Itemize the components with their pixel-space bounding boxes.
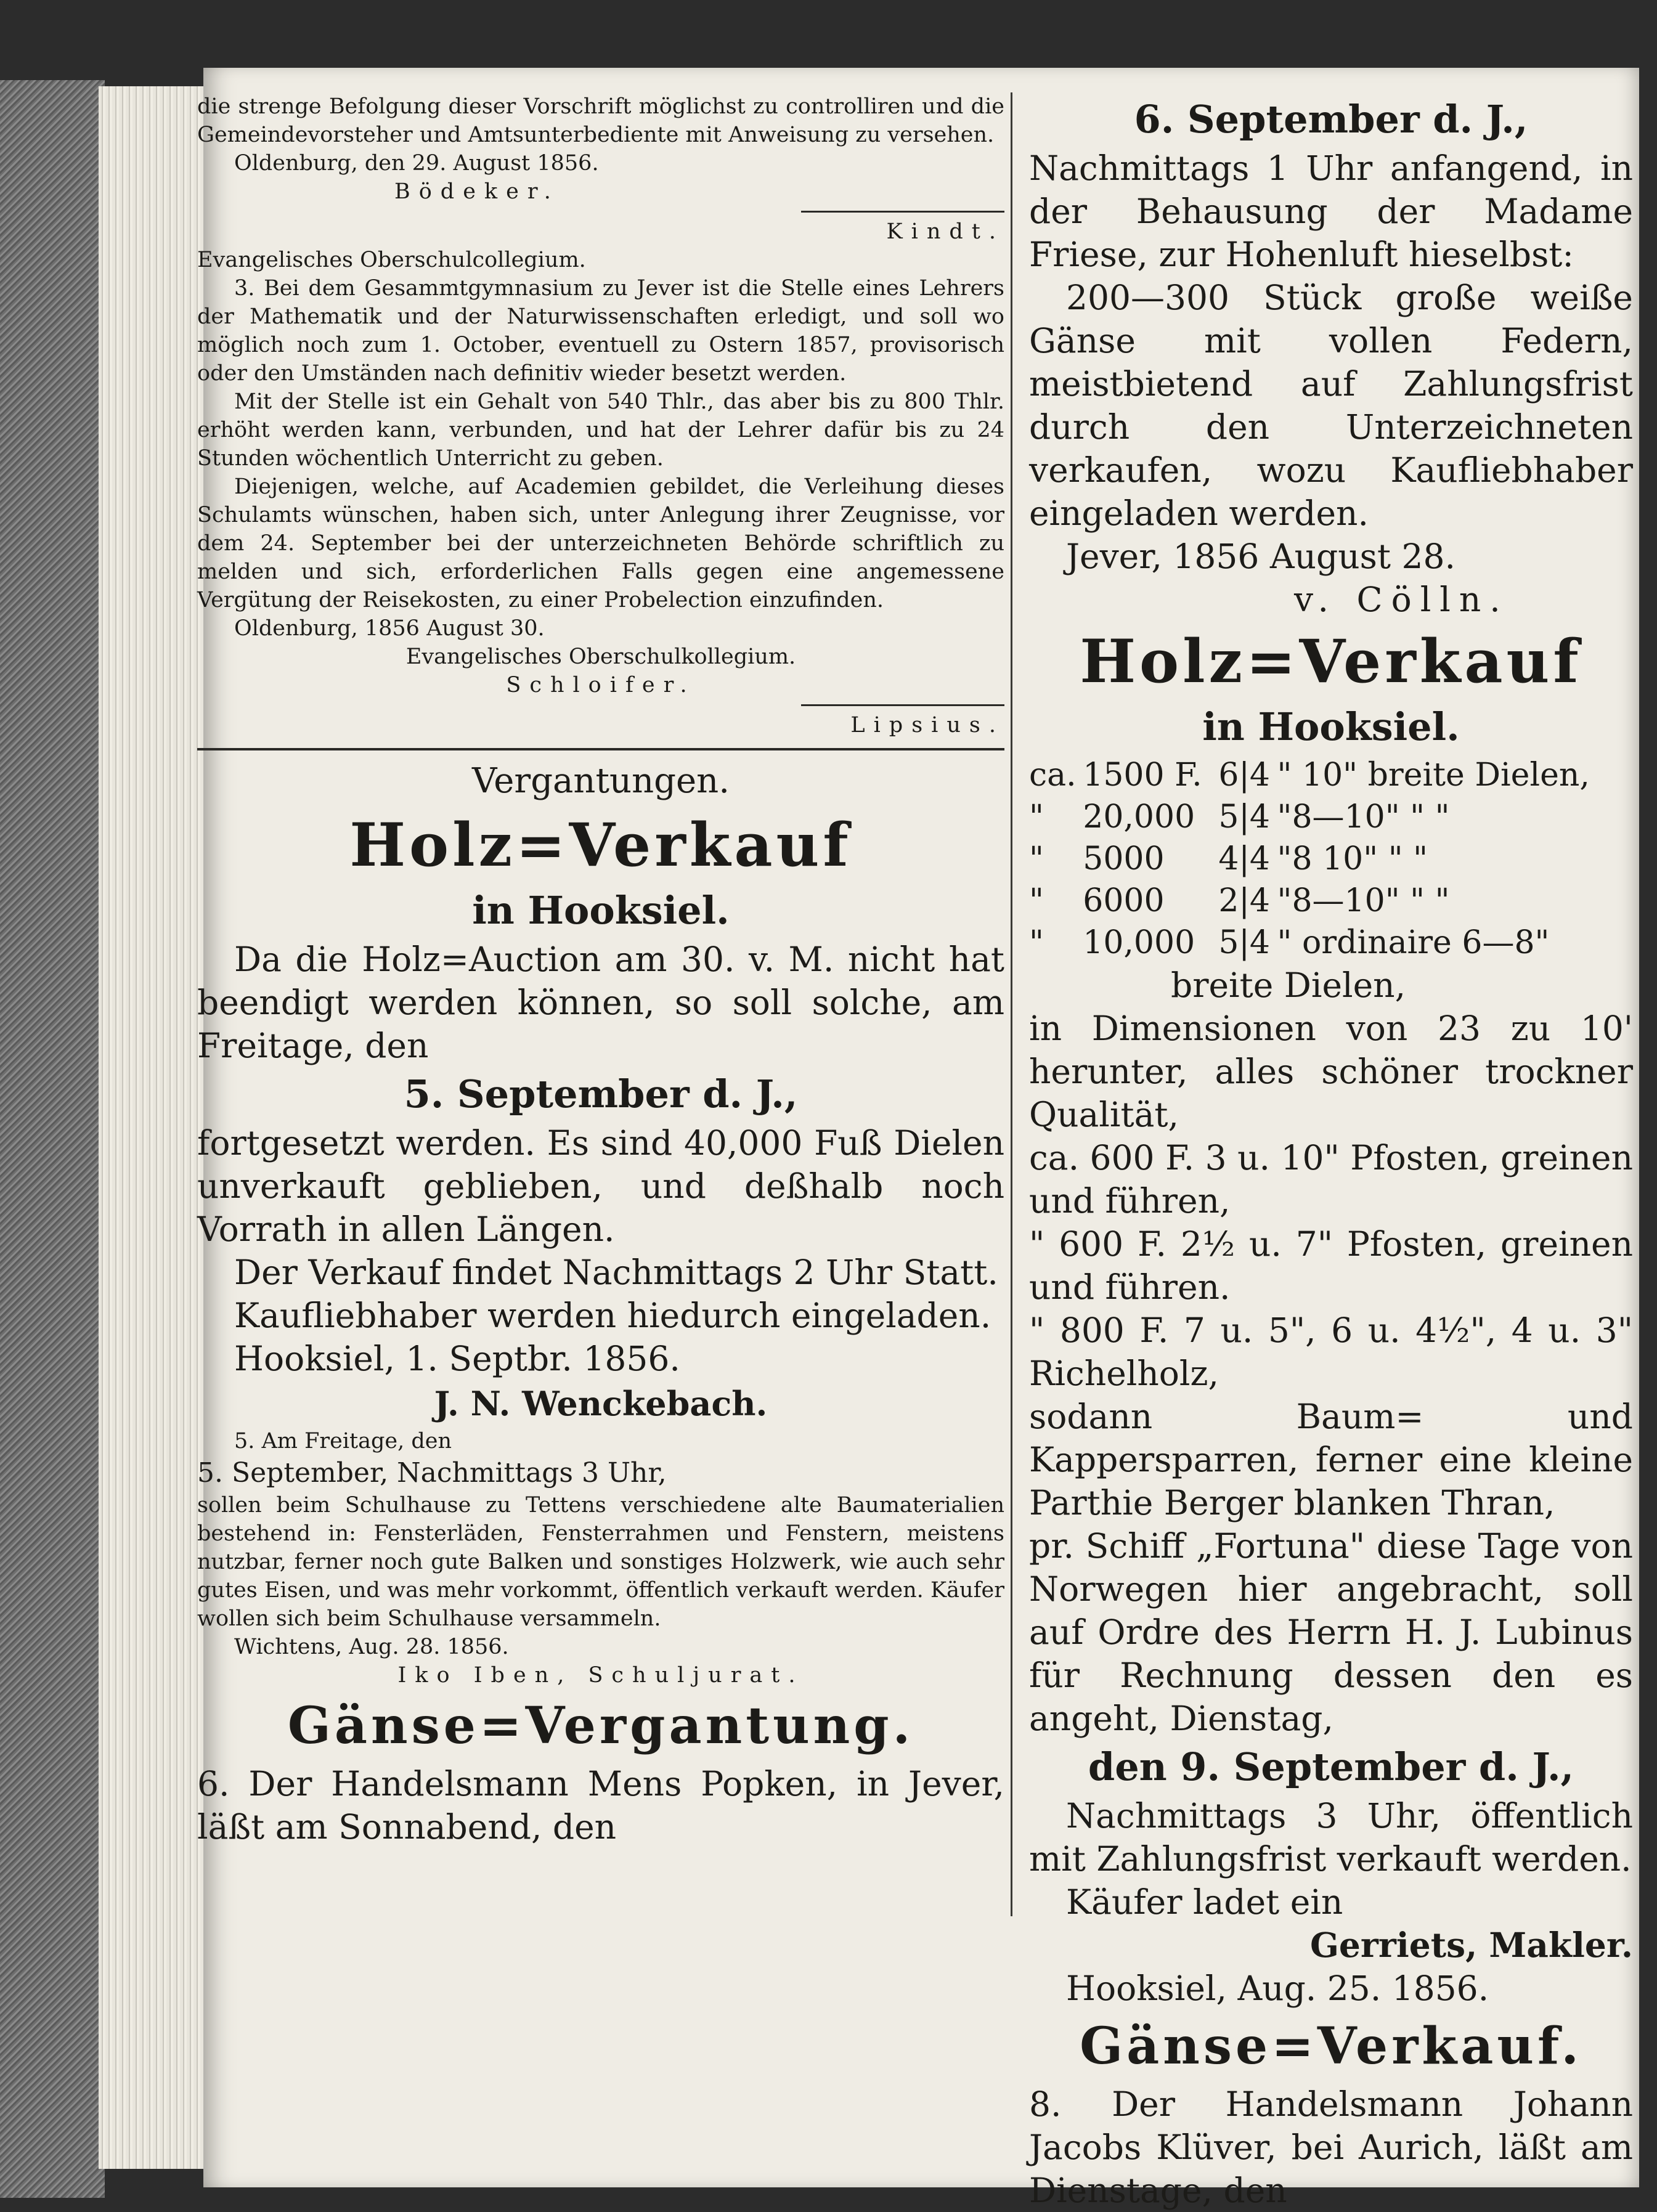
- ad-title: Holz=Verkauf: [1080, 627, 1582, 696]
- ad-date: 6. September d. J.,: [1134, 97, 1528, 142]
- ad-signature: v. Cölln.: [1294, 580, 1509, 619]
- table-row: " 5000 4|4 "8 10" " ": [1029, 840, 1428, 877]
- paragraph: Mit der Stelle ist ein Gehalt von 540 Thlr., das aber bis zu 800 Thlr. erhöht werden kann, verbunden, und hat der Lehrer dafür bis zu 24 Stunden wöchentlich Unterricht zu geben.: [197, 389, 1004, 471]
- ad-place: Hooksiel, Aug. 25. 1856.: [1066, 1969, 1489, 2008]
- short-rule: [801, 704, 1004, 706]
- ad-text: sodann Baum= und Kappersparren, ferner eine kleine Parthie Berger blanken Thran,: [1029, 1397, 1633, 1523]
- table-row: " 10,000 5|4 " ordinaire 6—8": [1029, 924, 1550, 961]
- ad-intro: 5. Am Freitage, den: [234, 1429, 452, 1454]
- ad-text: 6. Der Handelsmann Mens Popken, in Jever, läßt am Sonnabend, den: [197, 1764, 1004, 1847]
- ad-text: Kaufliebhaber werden hiedurch eingeladen.: [234, 1296, 991, 1335]
- ad-date: den 9. September d. J.,: [1088, 1744, 1574, 1789]
- table-row: " 6000 2|4 "8—10" " ": [1029, 882, 1450, 919]
- ad-signature: Gerriets, Makler.: [1309, 1925, 1633, 1965]
- table-row: " 20,000 5|4 "8—10" " ": [1029, 799, 1450, 836]
- ad-location: in Hooksiel.: [472, 888, 730, 933]
- ad-text: fortgesetzt werden. Es sind 40,000 Fuß Dielen unverkauft geblieben, und deßhalb noch Vorrath in allen Längen.: [197, 1123, 1004, 1249]
- ad-signature: Iko Iben, Schuljurat.: [397, 1663, 804, 1688]
- section-heading: Vergantungen.: [471, 761, 730, 801]
- ad-text: sollen beim Schulhause zu Tettens verschiedene alte Baumaterialien bestehend in: Fensterläden, Fensterrahmen und Fenstern, meistens nutzbar, ferner noch gute Balken und sonstiges Holzwerk, wie auch sehr gutes Eisen, und was mehr vorkommt, öffentlich verkauft werden. Käufer wollen sich beim Schulhause versammeln.: [197, 1493, 1004, 1631]
- ad-location: in Hooksiel.: [1202, 704, 1460, 749]
- signature: Schloifer.: [506, 673, 696, 697]
- ad-place: Hooksiel, 1. Septbr. 1856.: [234, 1339, 680, 1378]
- ad-text: ca. 600 F. 3 u. 10" Pfosten, greinen und führen,: [1029, 1138, 1633, 1221]
- price-table: [1029, 754, 1633, 964]
- ad-title: Gänse=Vergantung.: [287, 1696, 914, 1755]
- table-row: ca. 1500 F. 6|4 " 10" breite Dielen,: [1029, 757, 1590, 794]
- book-edge: [0, 80, 105, 2198]
- ad-place: Wichtens, Aug. 28. 1856.: [234, 1635, 509, 1659]
- ad-text: 200—300 Stück große weiße Gänse mit vollen Federn, meistbietend auf Zahlungsfrist durch den Unterzeichneten verkaufen, wozu Kaufliebhaber eingeladen werden.: [1029, 278, 1633, 533]
- ad-text: Nachmittags 3 Uhr, öffentlich mit Zahlungsfrist verkauft werden.: [1029, 1796, 1633, 1879]
- section-rule: [197, 748, 1004, 750]
- ad-date: 5. September d. J.,: [404, 1071, 798, 1116]
- left-column: [197, 92, 1004, 1848]
- paragraph: 3. Bei dem Gesammtgymnasium zu Jever ist die Stelle eines Lehrers der Mathematik und der Naturwissenschaften erledigt, und soll wo möglich noch zum 1. October, eventuell zu Ostern 1857, provisorisch oder den Umständen nach definitiv wieder besetzt werden.: [197, 276, 1004, 386]
- ad-title: Gänse=Verkauf.: [1080, 2017, 1582, 2076]
- ad-text: pr. Schiff „Fortuna" diese Tage von Norwegen hier angebracht, soll auf Ordre des Herrn H. J. Lubinus für Rechnung dessen den es angeht, Dienstag,: [1029, 1526, 1633, 1738]
- date: Oldenburg, 1856 August 30.: [234, 616, 545, 641]
- column-divider: [1011, 92, 1012, 1916]
- ad-text: Der Verkauf findet Nachmittags 2 Uhr Statt.: [234, 1253, 998, 1292]
- ad-text: Nachmittags 1 Uhr anfangend, in der Behausung der Madame Friese, zur Hohenluft hieselbst:: [1029, 148, 1633, 274]
- top-date: Oldenburg, den 29. August 1856.: [234, 151, 599, 176]
- org-name: Evangelisches Oberschulcollegium.: [197, 248, 586, 272]
- ad-text: " 800 F. 7 u. 5", 6 u. 4½", 4 u. 3" Richelholz,: [1029, 1311, 1633, 1393]
- right-column: [1029, 92, 1633, 2212]
- ad-text: 8. Der Handelsmann Johann Jacobs Klüver, bei Aurich, läßt am Dienstage, den: [1029, 2084, 1633, 2210]
- ad-title: Holz=Verkauf: [349, 810, 852, 880]
- signature: Lipsius.: [850, 713, 1004, 738]
- paragraph: Diejenigen, welche, auf Academien gebildet, die Verleihung dieses Schulamts wünschen, haben sich, unter Anlegung ihrer Zeugnisse, vor dem 24. September bei der unterzeichneten Behörde schriftlich zu melden und sich, erforderlichen Falls gegen eine angemessene Vergütung der Reisekosten, zu einer Probelection einzufinden.: [197, 474, 1004, 612]
- org-name: Evangelisches Oberschulkollegium.: [405, 644, 796, 669]
- ad-date: 5. September, Nachmittags 3 Uhr,: [197, 1457, 667, 1489]
- ad-text: " 600 F. 2½ u. 7" Pfosten, greinen und führen.: [1029, 1224, 1633, 1307]
- ad-signature: J. N. Wenckebach.: [434, 1384, 768, 1423]
- short-rule: [801, 211, 1004, 213]
- signature: Bödeker.: [394, 179, 560, 204]
- top-paragraph: die strenge Befolgung dieser Vorschrift möglichst zu controlliren und die Gemeindevorsteher und Amtsunterbediente mit Anweisung zu versehen.: [197, 94, 1004, 147]
- ad-place: Jever, 1856 August 28.: [1066, 537, 1455, 576]
- ad-text: in Dimensionen von 23 zu 10' herunter, alles schöner trockner Qualität,: [1029, 1009, 1633, 1134]
- ad-text: breite Dielen,: [1171, 966, 1406, 1005]
- ad-text: Da die Holz=Auction am 30. v. M. nicht hat beendigt werden können, so soll solche, am Freitage, den: [197, 940, 1004, 1065]
- signature: Kindt.: [886, 219, 1004, 244]
- ad-text: Käufer ladet ein: [1066, 1882, 1343, 1922]
